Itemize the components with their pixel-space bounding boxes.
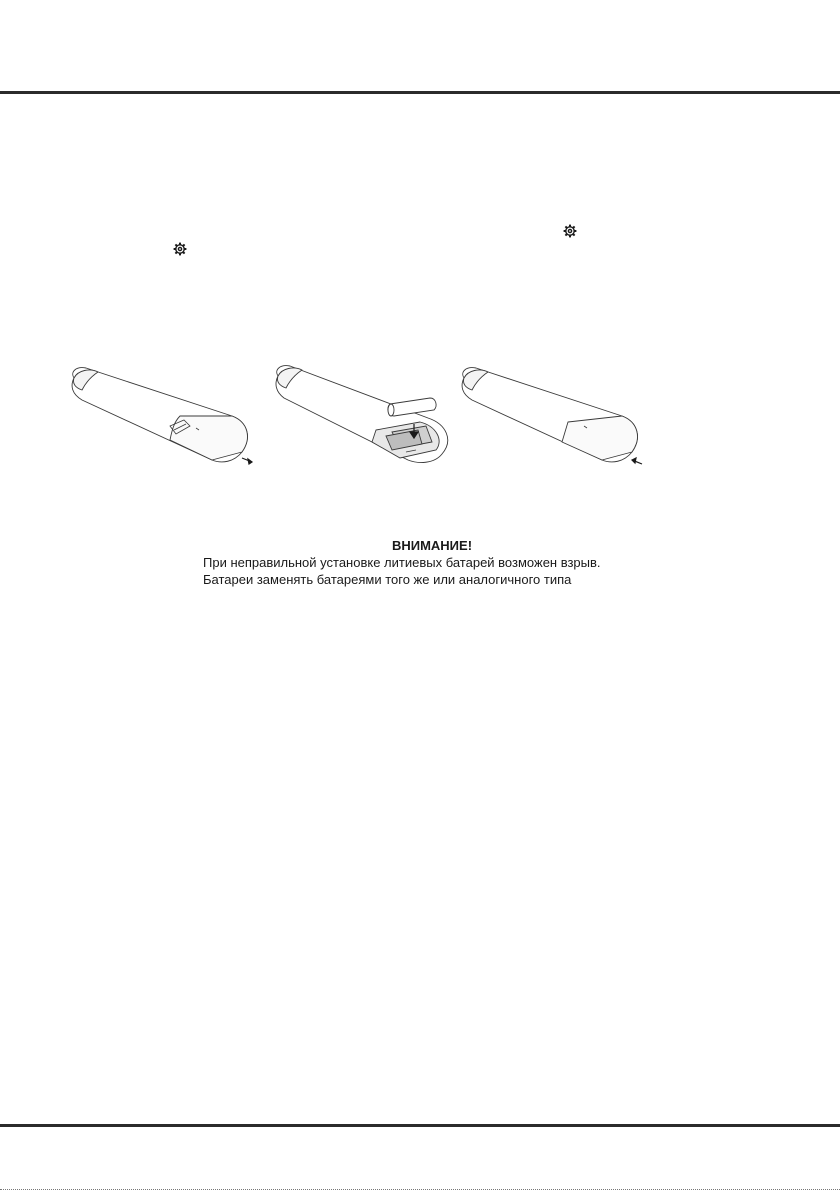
warning-block — [203, 537, 673, 588]
gear-icon — [173, 242, 187, 256]
footer-rule — [0, 1124, 840, 1127]
remote-illustration-cover-closed — [452, 360, 652, 472]
remote-illustration-batteries — [268, 360, 468, 472]
gear-icon — [563, 224, 577, 238]
warning-line: При неправильной установке литиевых батарей возможен взрыв. — [203, 555, 601, 570]
page-bottom-edge — [0, 1189, 840, 1190]
header-rule — [0, 91, 840, 94]
remote-illustration-cover-open — [62, 360, 262, 472]
warning-title: ВНИМАНИЕ! — [391, 538, 473, 553]
warning-line: Батареи заменять батареями того же или аналогичного типа — [203, 572, 572, 587]
